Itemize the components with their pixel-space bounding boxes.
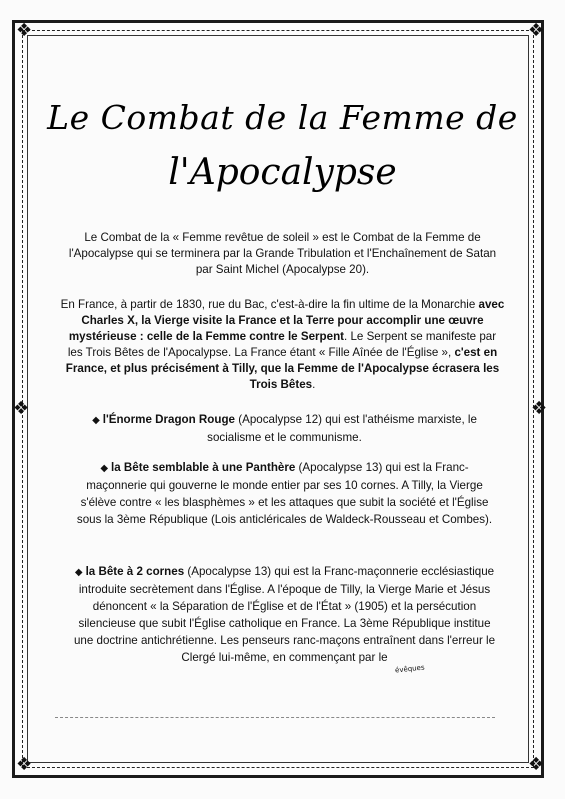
bullet-dragon-text: (Apocalypse 12) qui est l'athéisme marxiste, le socialisme et le communisme.: [207, 413, 477, 444]
bullet-panther-text: (Apocalypse 13) qui est la Franc-maçonnerie qui gouverne le monde entier par ses 10 cornes. A Tilly, la Vierge s'élève contre « les blasphèmes » et les attaques que subit la société et l'Église sous la 3ème République (Lois anticléricales de Waldeck-Rousseau et Combes).: [76, 461, 493, 526]
bullet-dragon-title: l'Énorme Dragon Rouge: [102, 413, 235, 426]
history-bold-2: c'est en France, et plus précisément à Tilly, que la Femme de l'Apocalypse écrasera les Trois Bêtes: [65, 346, 500, 391]
corner-ornament-bottom-left: ❖: [16, 754, 33, 775]
diamond-bullet-icon: ◆: [74, 567, 83, 578]
history-text-3: .: [312, 378, 316, 391]
divider-line: [55, 717, 495, 718]
intro-paragraph: Le Combat de la « Femme revêtue de soleil » est le Combat de la Femme de l'Apocalypse qui se terminera par la Grande Tribulation et l'Enchaînement de Satan par Saint Michel (Apocalypse 20).: [68, 231, 497, 276]
history-paragraph: [60, 297, 505, 393]
history-text-2: . Le Serpent se manifeste par les Trois Bêtes de l'Apocalypse. La France étant « Fille Aînée de l'Église »,: [67, 330, 497, 359]
title-line-2: l'Apocalypse: [168, 152, 397, 193]
corner-ornament-top-right: ❖: [528, 20, 545, 41]
bullet-two-horns-title: la Bête à 2 cornes: [85, 565, 185, 578]
bullet-panther: [72, 459, 497, 528]
bullet-dragon: [72, 411, 497, 446]
bullet-panther-title: la Bête semblable à une Panthère: [111, 461, 296, 474]
handwritten-margin-note: évêques: [394, 663, 425, 675]
history-text-1: En France, à partir de 1830, rue du Bac, c'est-à-dire la fin ultime de la Monarchie: [60, 298, 479, 311]
corner-ornament-bottom-right: ❖: [528, 754, 545, 775]
bullet-two-horns: [72, 563, 497, 666]
corner-ornament-top-left: ❖: [16, 20, 33, 41]
side-ornament-right: ❖: [531, 398, 548, 419]
diamond-bullet-icon: ◆: [92, 415, 100, 426]
title-line-1: Le Combat de la Femme de: [47, 98, 518, 137]
diamond-bullet-icon: ◆: [100, 463, 109, 474]
side-ornament-left: ❖: [13, 398, 30, 419]
history-bold-1: avec Charles X, la Vierge visite la France et la Terre pour accomplir une œuvre mystérieuse : celle de la Femme contre le Serpent: [68, 298, 505, 343]
bullet-two-horns-text: (Apocalypse 13) qui est la Franc-maçonnerie ecclésiastique introduite secrètement dans l'Église. A l'époque de Tilly, la Vierge Marie et Jésus dénoncent « la Séparation de l'Église et de l'État » (1905) et la persécution silencieuse que subit l'Église catholique en France. La 3ème République institue une doctrine antichrétienne. Les penseurs ranc-maçons entraînent dans l'erreur le Clergé lui-même, en commençant par le: [73, 565, 496, 664]
